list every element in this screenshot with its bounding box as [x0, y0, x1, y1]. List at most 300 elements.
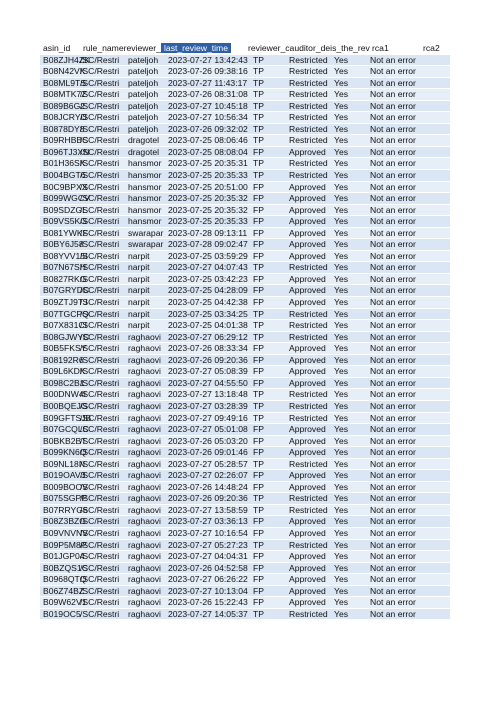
selected-header-cell[interactable]: last_review_time — [161, 43, 231, 53]
auditor-yes-cell[interactable]: Yes — [334, 412, 349, 423]
review-time-cell[interactable]: 2023-07-27 06:29:12 — [168, 331, 248, 342]
column-header-last-review-time[interactable] — [164, 43, 244, 55]
auditor-yes-cell[interactable]: Yes — [334, 424, 349, 435]
auditor-yes-cell[interactable]: Yes — [334, 77, 349, 88]
column-header-rca2[interactable]: rca2 — [423, 43, 440, 53]
column-header-reviewer-cauditor[interactable]: reviewer_cauditor_deis_the_rev — [248, 43, 370, 53]
review-time-cell[interactable]: 2023-07-26 15:22:43 — [168, 597, 248, 608]
table-row[interactable] — [40, 170, 450, 182]
review-time-cell[interactable]: 2023-07-26 09:01:46 — [168, 447, 248, 458]
asin-id-cell[interactable]: B08YVV15I — [43, 250, 88, 261]
table-row[interactable] — [40, 158, 450, 170]
review-time-cell[interactable]: 2023-07-26 09:20:36 — [168, 354, 248, 365]
rca1-cell[interactable]: Not an error — [370, 343, 416, 354]
review-status-cell[interactable]: Approved — [289, 516, 326, 527]
rule-name-cell[interactable]: /SC/Restri — [80, 123, 120, 134]
rule-name-cell[interactable]: /SC/Restri — [80, 527, 120, 538]
review-time-cell[interactable]: 2023-07-27 13:42:43 — [168, 54, 248, 65]
asin-id-cell[interactable]: B08JCRYD — [43, 112, 87, 123]
reviewer-cell[interactable]: raghaovi — [128, 470, 161, 481]
auditor-yes-cell[interactable]: Yes — [334, 354, 349, 365]
review-time-cell[interactable]: 2023-07-26 08:31:08 — [168, 89, 248, 100]
table-row[interactable] — [40, 239, 450, 251]
asin-id-cell[interactable]: B09VS5KG — [43, 216, 87, 227]
rule-name-cell[interactable]: /SC/Restri — [80, 146, 120, 157]
table-row[interactable] — [40, 228, 450, 240]
table-row[interactable] — [40, 389, 450, 401]
tp-fp-cell[interactable]: FP — [253, 343, 264, 354]
tp-fp-cell[interactable]: FP — [253, 146, 264, 157]
review-time-cell[interactable]: 2023-07-27 05:28:57 — [168, 458, 248, 469]
review-time-cell[interactable]: 2023-07-25 04:01:38 — [168, 320, 248, 331]
rule-name-cell[interactable]: /SC/Restri — [80, 100, 120, 111]
table-row[interactable] — [40, 493, 450, 505]
table-row[interactable] — [40, 413, 450, 425]
rca1-cell[interactable]: Not an error — [370, 100, 416, 111]
review-time-cell[interactable]: 2023-07-27 05:08:39 — [168, 366, 248, 377]
rule-name-cell[interactable]: /SC/Restri — [80, 262, 120, 273]
auditor-yes-cell[interactable]: Yes — [334, 297, 349, 308]
auditor-yes-cell[interactable]: Yes — [334, 608, 349, 619]
tp-fp-cell[interactable]: TP — [253, 66, 264, 77]
rca1-cell[interactable]: Not an error — [370, 574, 416, 585]
reviewer-cell[interactable]: swarapar — [128, 239, 164, 250]
review-time-cell[interactable]: 2023-07-25 20:35:32 — [168, 193, 248, 204]
auditor-yes-cell[interactable]: Yes — [334, 539, 349, 550]
rca1-cell[interactable]: Not an error — [370, 297, 416, 308]
rca1-cell[interactable]: Not an error — [370, 389, 416, 400]
rca1-cell[interactable]: Not an error — [370, 320, 416, 331]
review-status-cell[interactable]: Approved — [289, 250, 326, 261]
reviewer-cell[interactable]: pateljoh — [128, 54, 159, 65]
auditor-yes-cell[interactable]: Yes — [334, 89, 349, 100]
table-row[interactable] — [40, 124, 450, 136]
table-row[interactable] — [40, 78, 450, 90]
auditor-yes-cell[interactable]: Yes — [334, 447, 349, 458]
rca1-cell[interactable]: Not an error — [370, 112, 416, 123]
tp-fp-cell[interactable]: FP — [253, 516, 264, 527]
tp-fp-cell[interactable]: TP — [253, 262, 264, 273]
review-status-cell[interactable]: Approved — [289, 273, 326, 284]
reviewer-cell[interactable]: hansmor — [128, 216, 162, 227]
auditor-yes-cell[interactable]: Yes — [334, 493, 349, 504]
asin-id-cell[interactable]: B07GCQLC — [43, 424, 89, 435]
tp-fp-cell[interactable]: FP — [253, 551, 264, 562]
tp-fp-cell[interactable]: FP — [253, 354, 264, 365]
tp-fp-cell[interactable]: TP — [253, 400, 264, 411]
rule-name-cell[interactable]: /SC/Restri — [80, 273, 120, 284]
review-time-cell[interactable]: 2023-07-27 11:43:17 — [168, 77, 248, 88]
table-row[interactable] — [40, 597, 450, 609]
reviewer-cell[interactable]: raghaovi — [128, 481, 161, 492]
table-row[interactable] — [40, 378, 450, 390]
auditor-yes-cell[interactable]: Yes — [334, 366, 349, 377]
review-status-cell[interactable]: Restricted — [289, 135, 328, 146]
rule-name-cell[interactable]: /SC/Restri — [80, 470, 120, 481]
reviewer-cell[interactable]: raghaovi — [128, 585, 161, 596]
reviewer-cell[interactable]: raghaovi — [128, 424, 161, 435]
asin-id-cell[interactable]: B0827RKG — [43, 273, 87, 284]
review-time-cell[interactable]: 2023-07-25 20:51:00 — [168, 181, 248, 192]
tp-fp-cell[interactable]: TP — [253, 412, 264, 423]
reviewer-cell[interactable]: hansmor — [128, 158, 162, 169]
review-time-cell[interactable]: 2023-07-26 09:38:16 — [168, 66, 248, 77]
asin-id-cell[interactable]: B07GRYDC — [43, 285, 90, 296]
review-status-cell[interactable]: Restricted — [289, 123, 328, 134]
rca1-cell[interactable]: Not an error — [370, 66, 416, 77]
asin-id-cell[interactable]: B099WGCV — [43, 193, 90, 204]
table-row[interactable] — [40, 343, 450, 355]
rule-name-cell[interactable]: /SC/Restri — [80, 89, 120, 100]
review-status-cell[interactable]: Restricted — [289, 54, 328, 65]
asin-id-cell[interactable]: B00BQEJG — [43, 400, 88, 411]
tp-fp-cell[interactable]: TP — [253, 89, 264, 100]
reviewer-cell[interactable]: raghaovi — [128, 597, 161, 608]
auditor-yes-cell[interactable]: Yes — [334, 331, 349, 342]
tp-fp-cell[interactable]: FP — [253, 435, 264, 446]
reviewer-cell[interactable]: narpit — [128, 250, 150, 261]
auditor-yes-cell[interactable]: Yes — [334, 574, 349, 585]
table-row[interactable] — [40, 470, 450, 482]
review-status-cell[interactable]: Approved — [289, 424, 326, 435]
asin-id-cell[interactable]: B07N67SH — [43, 262, 86, 273]
review-status-cell[interactable]: Restricted — [289, 89, 328, 100]
rule-name-cell[interactable]: /SC/Restri — [80, 574, 120, 585]
reviewer-cell[interactable]: pateljoh — [128, 89, 159, 100]
review-status-cell[interactable]: Restricted — [289, 112, 328, 123]
asin-id-cell[interactable]: B01H36SK — [43, 158, 86, 169]
asin-id-cell[interactable]: B09W62V1 — [43, 597, 87, 608]
auditor-yes-cell[interactable]: Yes — [334, 250, 349, 261]
table-row[interactable] — [40, 551, 450, 563]
tp-fp-cell[interactable]: TP — [253, 54, 264, 65]
tp-fp-cell[interactable]: FP — [253, 250, 264, 261]
reviewer-cell[interactable]: narpit — [128, 297, 150, 308]
asin-id-cell[interactable]: B08Z3BZG — [43, 516, 86, 527]
rule-name-cell[interactable]: /SC/Restri — [80, 66, 120, 77]
tp-fp-cell[interactable]: FP — [253, 239, 264, 250]
rca1-cell[interactable]: Not an error — [370, 250, 416, 261]
table-row[interactable] — [40, 89, 450, 101]
asin-id-cell[interactable]: B08ML9TS — [43, 77, 86, 88]
tp-fp-cell[interactable]: TP — [253, 458, 264, 469]
review-time-cell[interactable]: 2023-07-27 10:56:34 — [168, 112, 248, 123]
rca1-cell[interactable]: Not an error — [370, 135, 416, 146]
rca1-cell[interactable]: Not an error — [370, 273, 416, 284]
asin-id-cell[interactable]: B09P5M8P — [43, 539, 87, 550]
rule-name-cell[interactable]: /SC/Restri — [80, 389, 120, 400]
tp-fp-cell[interactable]: TP — [253, 170, 264, 181]
rule-name-cell[interactable]: /SC/Restri — [80, 585, 120, 596]
rule-name-cell[interactable]: /SC/Restri — [80, 400, 120, 411]
rule-name-cell[interactable]: /SC/Restri — [80, 608, 120, 619]
table-row[interactable] — [40, 193, 450, 205]
rule-name-cell[interactable]: /SC/Restri — [80, 562, 120, 573]
rule-name-cell[interactable]: /SC/Restri — [80, 458, 120, 469]
review-time-cell[interactable]: 2023-07-26 05:03:20 — [168, 435, 248, 446]
auditor-yes-cell[interactable]: Yes — [334, 470, 349, 481]
reviewer-cell[interactable]: raghaovi — [128, 435, 161, 446]
review-time-cell[interactable]: 2023-07-26 09:32:02 — [168, 123, 248, 134]
review-time-cell[interactable]: 2023-07-25 03:59:29 — [168, 250, 248, 261]
rca1-cell[interactable]: Not an error — [370, 239, 416, 250]
rule-name-cell[interactable]: /SC/Restri — [80, 297, 120, 308]
auditor-yes-cell[interactable]: Yes — [334, 239, 349, 250]
table-row[interactable] — [40, 528, 450, 540]
rca1-cell[interactable]: Not an error — [370, 527, 416, 538]
table-row[interactable] — [40, 436, 450, 448]
review-time-cell[interactable]: 2023-07-28 09:13:11 — [168, 227, 248, 238]
auditor-yes-cell[interactable]: Yes — [334, 100, 349, 111]
review-time-cell[interactable]: 2023-07-27 04:04:31 — [168, 551, 248, 562]
review-time-cell[interactable]: 2023-07-27 14:05:37 — [168, 608, 248, 619]
auditor-yes-cell[interactable]: Yes — [334, 112, 349, 123]
rca1-cell[interactable]: Not an error — [370, 504, 416, 515]
auditor-yes-cell[interactable]: Yes — [334, 216, 349, 227]
auditor-yes-cell[interactable]: Yes — [334, 527, 349, 538]
review-time-cell[interactable]: 2023-07-27 04:55:50 — [168, 377, 248, 388]
auditor-yes-cell[interactable]: Yes — [334, 435, 349, 446]
tp-fp-cell[interactable]: FP — [253, 470, 264, 481]
rca1-cell[interactable]: Not an error — [370, 216, 416, 227]
auditor-yes-cell[interactable]: Yes — [334, 585, 349, 596]
rca1-cell[interactable]: Not an error — [370, 77, 416, 88]
table-row[interactable] — [40, 355, 450, 367]
review-status-cell[interactable]: Restricted — [289, 308, 328, 319]
table-row[interactable] — [40, 182, 450, 194]
rule-name-cell[interactable]: /SC/Restri — [80, 424, 120, 435]
auditor-yes-cell[interactable]: Yes — [334, 597, 349, 608]
rca1-cell[interactable]: Not an error — [370, 539, 416, 550]
column-header-asin-id[interactable]: asin_id — [43, 43, 71, 53]
auditor-yes-cell[interactable]: Yes — [334, 158, 349, 169]
reviewer-cell[interactable]: pateljoh — [128, 123, 159, 134]
rca1-cell[interactable]: Not an error — [370, 89, 416, 100]
table-row[interactable] — [40, 574, 450, 586]
rule-name-cell[interactable]: /SC/Restri — [80, 412, 120, 423]
review-status-cell[interactable]: Restricted — [289, 493, 328, 504]
review-status-cell[interactable]: Restricted — [289, 539, 328, 550]
review-time-cell[interactable]: 2023-07-27 10:16:54 — [168, 527, 248, 538]
reviewer-cell[interactable]: raghaovi — [128, 539, 161, 550]
rca1-cell[interactable]: Not an error — [370, 227, 416, 238]
rule-name-cell[interactable]: /SC/Restri — [80, 551, 120, 562]
asin-id-cell[interactable]: B096TJ3XN — [43, 146, 90, 157]
rule-name-cell[interactable]: /SC/Restri — [80, 308, 120, 319]
reviewer-cell[interactable]: raghaovi — [128, 574, 161, 585]
rca1-cell[interactable]: Not an error — [370, 308, 416, 319]
review-status-cell[interactable]: Approved — [289, 343, 326, 354]
review-time-cell[interactable]: 2023-07-27 03:36:13 — [168, 516, 248, 527]
reviewer-cell[interactable]: pateljoh — [128, 66, 159, 77]
asin-id-cell[interactable]: B004BGT6 — [43, 170, 86, 181]
review-status-cell[interactable]: Approved — [289, 481, 326, 492]
asin-id-cell[interactable]: B07TGCPQ — [43, 308, 89, 319]
review-status-cell[interactable]: Approved — [289, 146, 326, 157]
rule-name-cell[interactable]: /SC/Restri — [80, 343, 120, 354]
rca1-cell[interactable]: Not an error — [370, 597, 416, 608]
asin-id-cell[interactable]: B009BOOV — [43, 481, 88, 492]
table-row[interactable] — [40, 66, 450, 78]
tp-fp-cell[interactable]: TP — [253, 320, 264, 331]
rule-name-cell[interactable]: /SC/Restri — [80, 77, 120, 88]
review-time-cell[interactable]: 2023-07-26 09:20:36 — [168, 493, 248, 504]
tp-fp-cell[interactable]: TP — [253, 504, 264, 515]
rule-name-cell[interactable]: /SC/Restri — [80, 204, 120, 215]
reviewer-cell[interactable]: raghaovi — [128, 400, 161, 411]
auditor-yes-cell[interactable]: Yes — [334, 551, 349, 562]
table-row[interactable] — [40, 424, 450, 436]
rca1-cell[interactable]: Not an error — [370, 585, 416, 596]
reviewer-cell[interactable]: raghaovi — [128, 389, 161, 400]
reviewer-cell[interactable]: raghaovi — [128, 551, 161, 562]
auditor-yes-cell[interactable]: Yes — [334, 204, 349, 215]
asin-id-cell[interactable]: B08192R6 — [43, 354, 84, 365]
table-row[interactable] — [40, 262, 450, 274]
table-row[interactable] — [40, 401, 450, 413]
auditor-yes-cell[interactable]: Yes — [334, 516, 349, 527]
table-row[interactable] — [40, 332, 450, 344]
asin-id-cell[interactable]: B01JGP04 — [43, 551, 85, 562]
auditor-yes-cell[interactable]: Yes — [334, 170, 349, 181]
auditor-yes-cell[interactable]: Yes — [334, 227, 349, 238]
review-status-cell[interactable]: Approved — [289, 216, 326, 227]
table-row[interactable] — [40, 482, 450, 494]
review-status-cell[interactable]: Approved — [289, 181, 326, 192]
table-row[interactable] — [40, 540, 450, 552]
review-status-cell[interactable]: Approved — [289, 470, 326, 481]
asin-id-cell[interactable]: B08GJWYC — [43, 331, 90, 342]
rca1-cell[interactable]: Not an error — [370, 204, 416, 215]
review-status-cell[interactable]: Restricted — [289, 320, 328, 331]
asin-id-cell[interactable]: B0BY6J58 — [43, 239, 84, 250]
review-status-cell[interactable]: Approved — [289, 527, 326, 538]
rca1-cell[interactable]: Not an error — [370, 366, 416, 377]
tp-fp-cell[interactable]: FP — [253, 562, 264, 573]
review-status-cell[interactable]: Approved — [289, 562, 326, 573]
review-status-cell[interactable]: Restricted — [289, 331, 328, 342]
table-row[interactable] — [40, 135, 450, 147]
auditor-yes-cell[interactable]: Yes — [334, 562, 349, 573]
table-row[interactable] — [40, 205, 450, 217]
review-time-cell[interactable]: 2023-07-27 04:07:43 — [168, 262, 248, 273]
rca1-cell[interactable]: Not an error — [370, 146, 416, 157]
table-row[interactable] — [40, 320, 450, 332]
review-time-cell[interactable]: 2023-07-27 13:18:48 — [168, 389, 248, 400]
auditor-yes-cell[interactable]: Yes — [334, 181, 349, 192]
tp-fp-cell[interactable]: FP — [253, 193, 264, 204]
rule-name-cell[interactable]: /SC/Restri — [80, 377, 120, 388]
review-status-cell[interactable]: Approved — [289, 193, 326, 204]
tp-fp-cell[interactable]: FP — [253, 227, 264, 238]
asin-id-cell[interactable]: B0B5FKSY — [43, 343, 87, 354]
tp-fp-cell[interactable]: TP — [253, 331, 264, 342]
review-status-cell[interactable]: Approved — [289, 366, 326, 377]
reviewer-cell[interactable]: hansmor — [128, 193, 162, 204]
asin-id-cell[interactable]: B099KN6Q — [43, 447, 87, 458]
rule-name-cell[interactable]: /SC/Restri — [80, 320, 120, 331]
tp-fp-cell[interactable]: TP — [253, 77, 264, 88]
review-status-cell[interactable]: Restricted — [289, 412, 328, 423]
review-time-cell[interactable]: 2023-07-25 20:35:31 — [168, 158, 248, 169]
table-row[interactable] — [40, 112, 450, 124]
review-time-cell[interactable]: 2023-07-25 20:35:33 — [168, 170, 248, 181]
asin-id-cell[interactable]: B09SDZGL — [43, 204, 87, 215]
table-row[interactable] — [40, 147, 450, 159]
review-time-cell[interactable]: 2023-07-25 08:06:46 — [168, 135, 248, 146]
review-status-cell[interactable]: Approved — [289, 354, 326, 365]
tp-fp-cell[interactable]: FP — [253, 481, 264, 492]
review-time-cell[interactable]: 2023-07-27 09:49:16 — [168, 412, 248, 423]
tp-fp-cell[interactable]: TP — [253, 493, 264, 504]
reviewer-cell[interactable]: raghaovi — [128, 377, 161, 388]
review-time-cell[interactable]: 2023-07-27 13:58:59 — [168, 504, 248, 515]
rca1-cell[interactable]: Not an error — [370, 562, 416, 573]
asin-id-cell[interactable]: B081YWKF — [43, 227, 88, 238]
rca1-cell[interactable]: Not an error — [370, 158, 416, 169]
rule-name-cell[interactable]: /SC/Restri — [80, 250, 120, 261]
auditor-yes-cell[interactable]: Yes — [334, 400, 349, 411]
table-row[interactable] — [40, 586, 450, 598]
reviewer-cell[interactable]: narpit — [128, 285, 150, 296]
table-row[interactable] — [40, 216, 450, 228]
rule-name-cell[interactable]: /SC/Restri — [80, 112, 120, 123]
reviewer-cell[interactable]: raghaovi — [128, 354, 161, 365]
auditor-yes-cell[interactable]: Yes — [334, 481, 349, 492]
tp-fp-cell[interactable]: FP — [253, 424, 264, 435]
tp-fp-cell[interactable]: FP — [253, 527, 264, 538]
table-row[interactable] — [40, 251, 450, 263]
review-time-cell[interactable]: 2023-07-25 03:34:25 — [168, 308, 248, 319]
asin-id-cell[interactable]: B08MTK7Z — [43, 89, 87, 100]
reviewer-cell[interactable]: raghaovi — [128, 447, 161, 458]
review-status-cell[interactable]: Approved — [289, 285, 326, 296]
column-header-rca1[interactable]: rca1 — [372, 43, 389, 53]
review-status-cell[interactable]: Restricted — [289, 400, 328, 411]
review-status-cell[interactable]: Approved — [289, 239, 326, 250]
review-time-cell[interactable]: 2023-07-27 05:01:08 — [168, 424, 248, 435]
rca1-cell[interactable]: Not an error — [370, 377, 416, 388]
rca1-cell[interactable]: Not an error — [370, 412, 416, 423]
asin-id-cell[interactable]: B07X831CI — [43, 320, 87, 331]
rca1-cell[interactable]: Not an error — [370, 331, 416, 342]
rule-name-cell[interactable]: /SC/Restri — [80, 285, 120, 296]
review-time-cell[interactable]: 2023-07-27 03:28:39 — [168, 400, 248, 411]
review-status-cell[interactable]: Approved — [289, 585, 326, 596]
review-status-cell[interactable]: Approved — [289, 597, 326, 608]
asin-id-cell[interactable]: B09ZTJ9TJ — [43, 297, 88, 308]
rule-name-cell[interactable]: /SC/Restri — [80, 216, 120, 227]
rule-name-cell[interactable]: /SC/Restri — [80, 227, 120, 238]
tp-fp-cell[interactable]: FP — [253, 366, 264, 377]
auditor-yes-cell[interactable]: Yes — [334, 343, 349, 354]
review-status-cell[interactable]: Restricted — [289, 389, 328, 400]
rca1-cell[interactable]: Not an error — [370, 123, 416, 134]
review-time-cell[interactable]: 2023-07-25 04:42:38 — [168, 297, 248, 308]
table-row[interactable] — [40, 516, 450, 528]
auditor-yes-cell[interactable]: Yes — [334, 123, 349, 134]
review-status-cell[interactable]: Restricted — [289, 458, 328, 469]
rca1-cell[interactable]: Not an error — [370, 285, 416, 296]
review-time-cell[interactable]: 2023-07-26 08:33:34 — [168, 343, 248, 354]
rule-name-cell[interactable]: /SC/Restri — [80, 504, 120, 515]
rca1-cell[interactable]: Not an error — [370, 54, 416, 65]
tp-fp-cell[interactable]: FP — [253, 597, 264, 608]
table-row[interactable] — [40, 609, 450, 621]
rule-name-cell[interactable]: /SC/Restri — [80, 181, 120, 192]
reviewer-cell[interactable]: raghaovi — [128, 562, 161, 573]
auditor-yes-cell[interactable]: Yes — [334, 458, 349, 469]
